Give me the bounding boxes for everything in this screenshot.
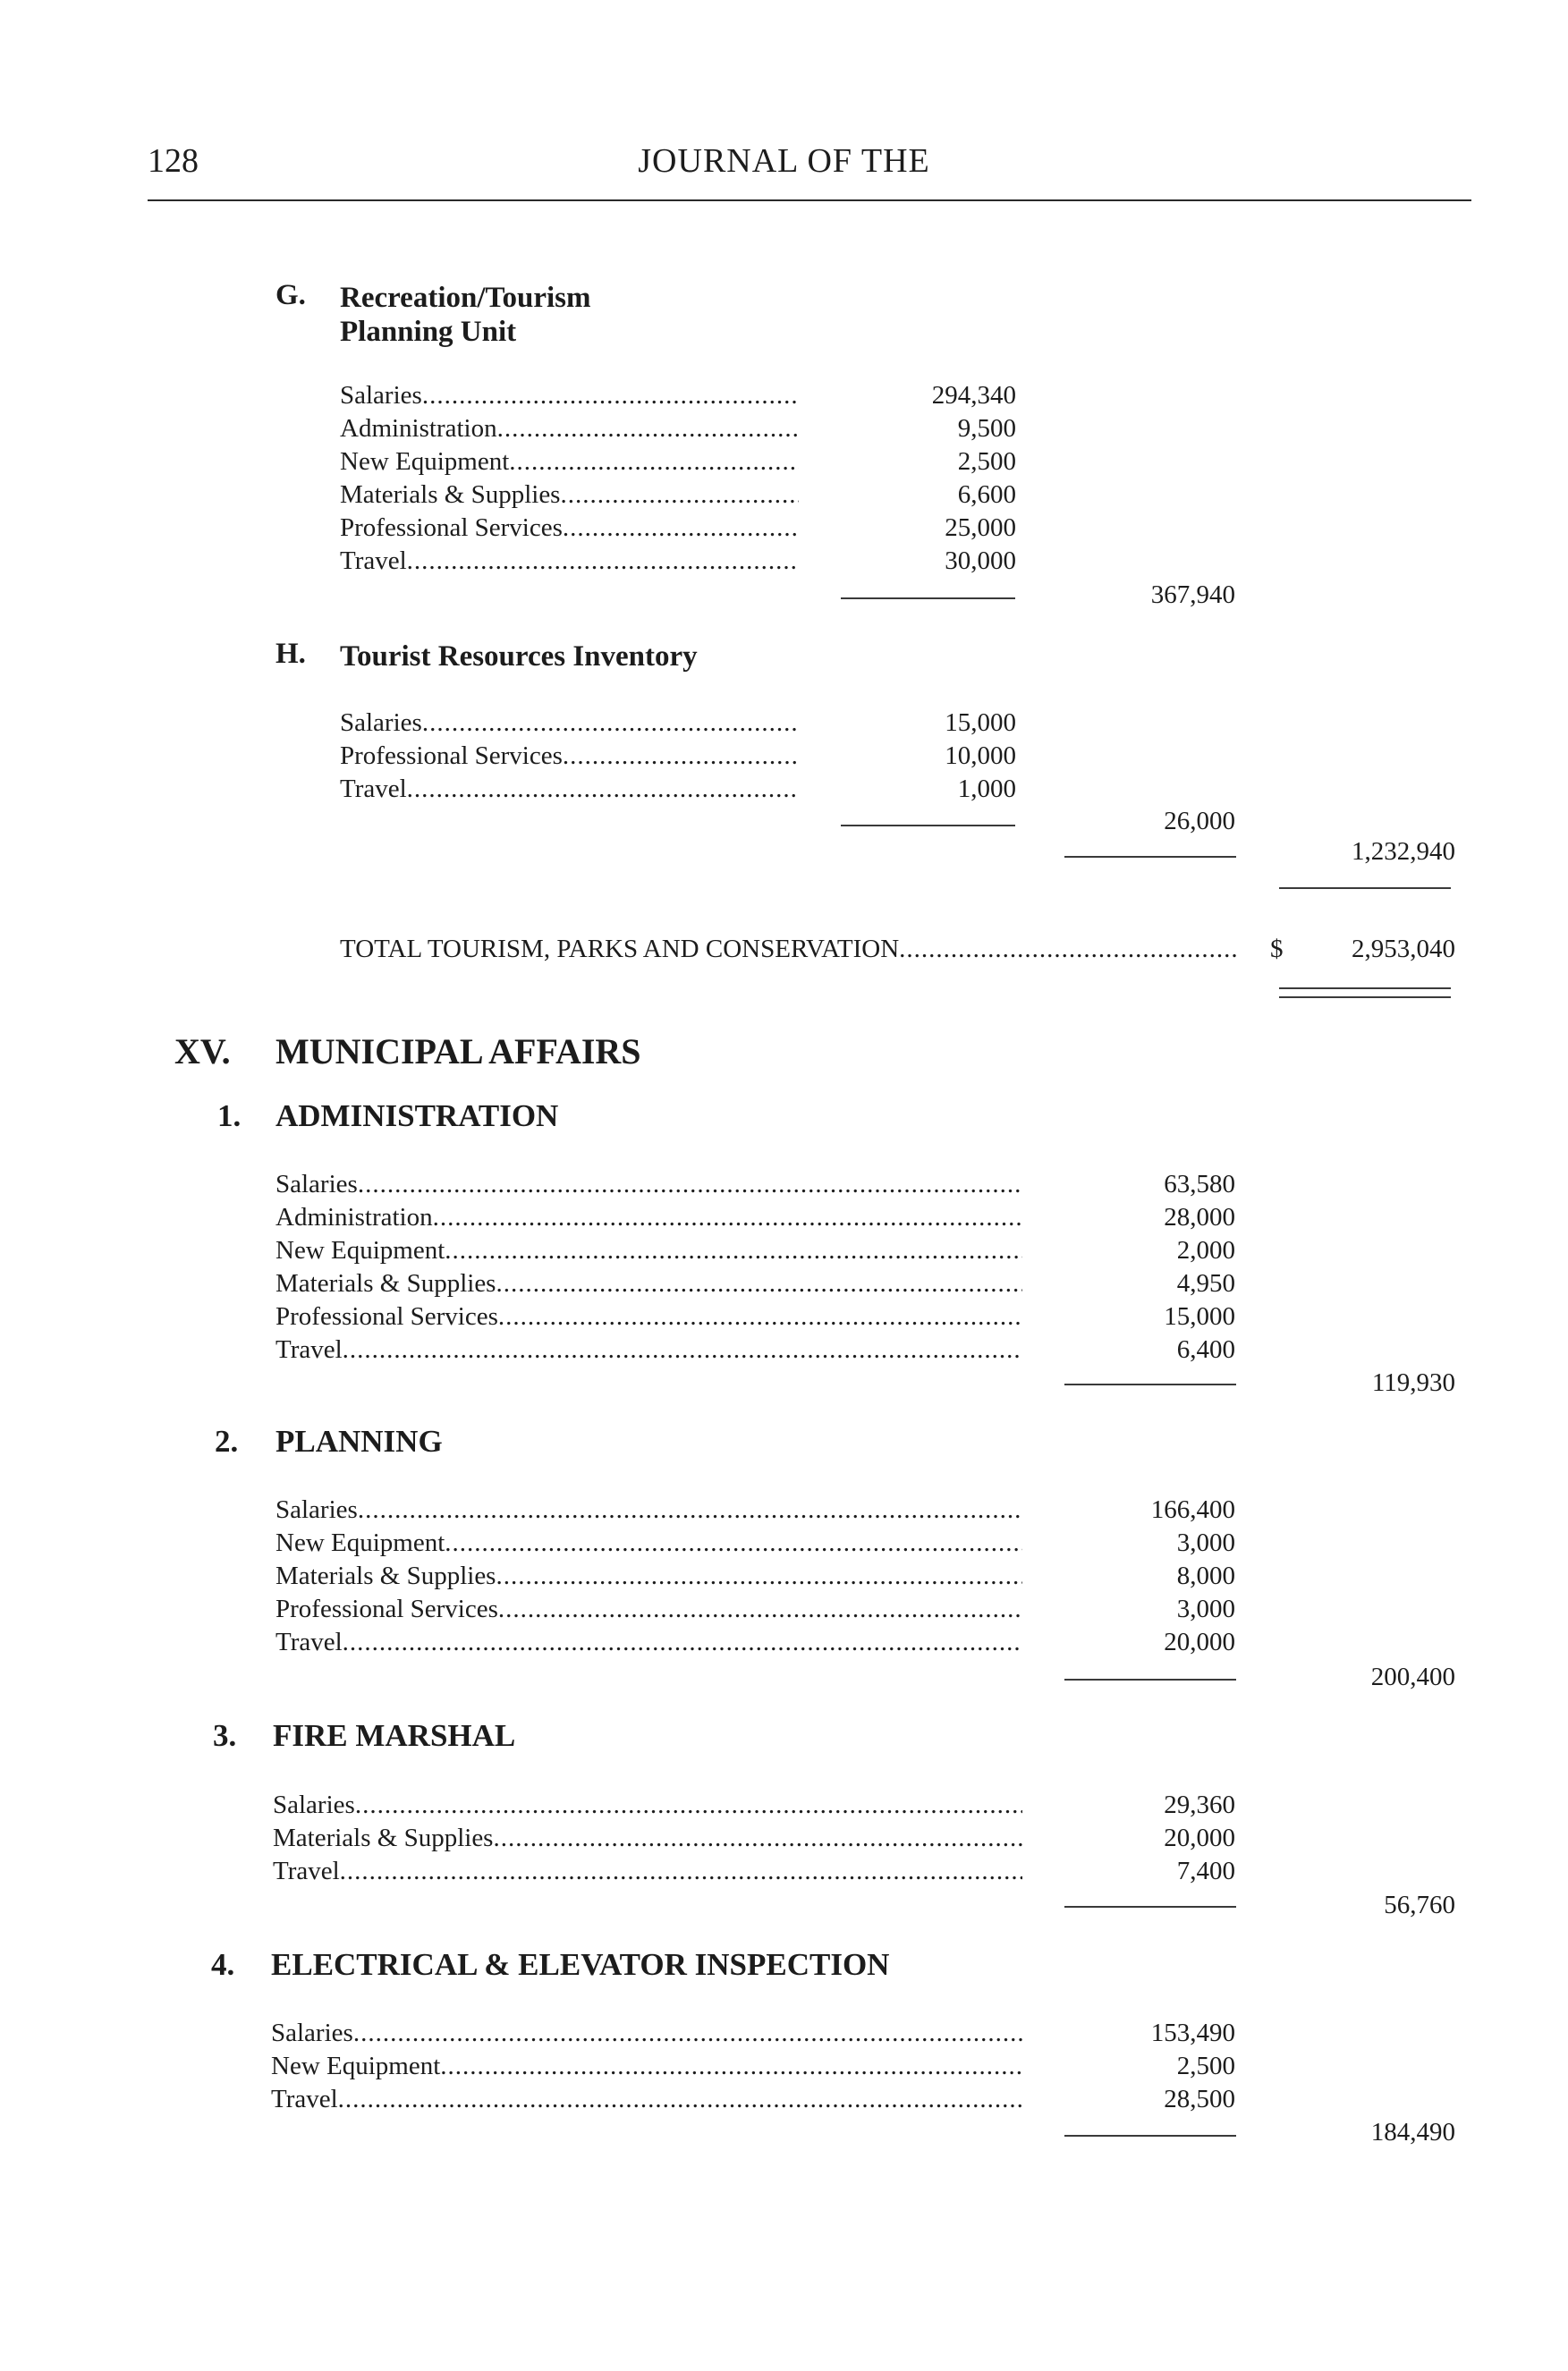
unit-g-letter: G. — [275, 279, 306, 311]
section-number: XV. — [174, 1031, 231, 1071]
leader-dots — [355, 1789, 1022, 1821]
leader-dots — [358, 1494, 1022, 1526]
cat4-total-rule — [1064, 2135, 1236, 2137]
leader-dots — [509, 445, 799, 478]
category-3-title: FIRE MARSHAL — [273, 1718, 516, 1753]
tourism-group-total: 1,232,940 — [1352, 837, 1455, 866]
line-label: Travel — [275, 1628, 343, 1656]
line-label: Travel — [275, 1335, 343, 1364]
cat4-total: 184,490 — [1370, 2118, 1455, 2147]
cat3-line-salaries — [273, 1789, 1022, 1821]
line-label: Professional Services — [340, 741, 563, 770]
line-label: Materials & Supplies — [340, 480, 561, 509]
grand-total-double-rule-1 — [1279, 987, 1451, 989]
unit-h-amount-professional: 10,000 — [945, 741, 1016, 770]
cat1-amount-professional: 15,000 — [1164, 1302, 1235, 1331]
unit-g-title-line-1: Recreation/Tourism — [340, 282, 591, 314]
leader-dots — [496, 1267, 1022, 1300]
cat4-line-travel — [271, 2083, 1022, 2115]
cat3-amount-salaries: 29,360 — [1164, 1791, 1235, 1819]
cat1-line-administration — [275, 1201, 1022, 1233]
unit-h-subtotal: 26,000 — [1164, 807, 1235, 835]
unit-g-amount-travel: 30,000 — [945, 546, 1016, 575]
cat2-amount-travel: 20,000 — [1164, 1628, 1235, 1656]
page-number: 128 — [148, 142, 199, 180]
category-3-number: 3. — [213, 1718, 237, 1753]
unit-g-amount-new-equipment: 2,500 — [957, 447, 1016, 476]
cat4-amount-new-equipment: 2,500 — [1176, 2052, 1235, 2080]
cat1-amount-materials: 4,950 — [1176, 1269, 1235, 1298]
line-label: Professional Services — [340, 513, 563, 542]
leader-dots — [493, 1822, 1022, 1854]
line-label: Salaries — [275, 1170, 358, 1198]
cat4-amount-salaries: 153,490 — [1150, 2019, 1235, 2047]
cat3-line-materials — [273, 1822, 1022, 1854]
leader-dots — [422, 707, 799, 739]
category-2-title: PLANNING — [275, 1424, 443, 1459]
line-label: Administration — [275, 1203, 433, 1232]
unit-g-line-administration — [340, 412, 799, 445]
unit-h-line-travel — [340, 773, 799, 805]
line-label: Materials & Supplies — [275, 1269, 496, 1298]
unit-g-line-new-equipment — [340, 445, 799, 478]
grand-total-double-rule-2 — [1279, 996, 1451, 998]
leader-dots — [445, 1234, 1022, 1266]
cat2-amount-new-equipment: 3,000 — [1176, 1528, 1235, 1557]
line-label: Salaries — [275, 1495, 358, 1524]
leader-dots — [563, 512, 799, 544]
cat4-line-new-equipment — [271, 2050, 1022, 2082]
cat1-line-materials — [275, 1267, 1022, 1300]
line-label: Salaries — [271, 2019, 353, 2047]
line-label: Salaries — [340, 381, 422, 410]
leader-dots — [899, 933, 1239, 965]
leader-dots — [422, 379, 799, 411]
leader-dots — [498, 1300, 1022, 1333]
line-label: Travel — [271, 2085, 338, 2113]
leader-dots — [433, 1201, 1022, 1233]
cat2-line-materials — [275, 1560, 1022, 1592]
unit-g-subtotal-rule — [841, 597, 1015, 599]
cat1-line-salaries — [275, 1168, 1022, 1200]
cat2-total-rule — [1064, 1679, 1236, 1681]
leader-dots — [407, 545, 799, 577]
category-1-number: 1. — [217, 1098, 242, 1133]
line-label: Materials & Supplies — [275, 1562, 496, 1590]
cat4-line-salaries — [271, 2017, 1022, 2049]
unit-g-amount-salaries: 294,340 — [931, 381, 1016, 410]
cat2-line-travel — [275, 1626, 1022, 1658]
unit-h-line-professional — [340, 740, 799, 772]
leader-dots — [496, 1560, 1022, 1592]
line-label: Travel — [340, 546, 407, 575]
category-4-title: ELECTRICAL & ELEVATOR INSPECTION — [271, 1947, 890, 1982]
unit-g-line-salaries — [340, 379, 799, 411]
cat1-amount-new-equipment: 2,000 — [1176, 1236, 1235, 1265]
line-label: Travel — [273, 1857, 340, 1885]
unit-g-line-professional — [340, 512, 799, 544]
leader-dots — [563, 740, 799, 772]
unit-g-amount-professional: 25,000 — [945, 513, 1016, 542]
cat2-total: 200,400 — [1370, 1663, 1455, 1691]
cat2-line-salaries — [275, 1494, 1022, 1526]
cat2-line-new-equipment — [275, 1527, 1022, 1559]
category-2-number: 2. — [215, 1424, 239, 1459]
unit-g-amount-administration: 9,500 — [957, 414, 1016, 443]
cat1-line-new-equipment — [275, 1234, 1022, 1266]
cat1-amount-salaries: 63,580 — [1164, 1170, 1235, 1198]
leader-dots — [407, 773, 799, 805]
line-label: Professional Services — [275, 1302, 498, 1331]
leader-dots — [440, 2050, 1022, 2082]
leader-dots — [343, 1334, 1022, 1366]
leader-dots — [497, 412, 799, 445]
grand-total-line — [340, 933, 1239, 965]
cat1-amount-travel: 6,400 — [1176, 1335, 1235, 1364]
cat1-total-rule — [1064, 1384, 1236, 1385]
unit-g-line-materials — [340, 478, 799, 511]
unit-g-subtotal: 367,940 — [1150, 580, 1235, 609]
section-title: MUNICIPAL AFFAIRS — [275, 1031, 641, 1071]
unit-h-letter: H. — [275, 638, 306, 670]
grand-total-top-rule — [1279, 887, 1451, 889]
running-title: JOURNAL OF THE — [638, 142, 930, 180]
unit-h-amount-salaries: 15,000 — [945, 708, 1016, 737]
unit-g-line-travel — [340, 545, 799, 577]
cat3-total: 56,760 — [1384, 1891, 1455, 1919]
cat2-line-professional — [275, 1593, 1022, 1625]
line-label: Administration — [340, 414, 497, 443]
cat1-line-professional — [275, 1300, 1022, 1333]
grand-total-currency: $ — [1270, 935, 1284, 963]
unit-h-amount-travel: 1,000 — [957, 775, 1016, 803]
unit-h-subtotal-rule — [841, 825, 1015, 826]
leader-dots — [338, 2083, 1022, 2115]
leader-dots — [353, 2017, 1022, 2049]
cat4-amount-travel: 28,500 — [1164, 2085, 1235, 2113]
line-label: New Equipment — [340, 447, 510, 476]
header-rule — [148, 199, 1471, 201]
cat2-amount-professional: 3,000 — [1176, 1595, 1235, 1623]
cat3-amount-travel: 7,400 — [1176, 1857, 1235, 1885]
unit-g-title-line-2: Planning Unit — [340, 316, 517, 348]
line-label: New Equipment — [275, 1236, 445, 1265]
grand-total-label: TOTAL TOURISM, PARKS AND CONSERVATION — [340, 935, 900, 963]
line-label: Travel — [340, 775, 407, 803]
leader-dots — [498, 1593, 1022, 1625]
unit-g-amount-materials: 6,600 — [957, 480, 1016, 509]
leader-dots — [343, 1626, 1022, 1658]
leader-dots — [340, 1855, 1022, 1887]
cat1-amount-administration: 28,000 — [1164, 1203, 1235, 1232]
cat3-total-rule — [1064, 1906, 1236, 1908]
line-label: Materials & Supplies — [273, 1824, 494, 1852]
leader-dots — [445, 1527, 1022, 1559]
line-label: New Equipment — [275, 1528, 445, 1557]
line-label: Salaries — [273, 1791, 355, 1819]
category-4-number: 4. — [211, 1947, 235, 1982]
line-label: Professional Services — [275, 1595, 498, 1623]
cat1-line-travel — [275, 1334, 1022, 1366]
category-1-title: ADMINISTRATION — [275, 1098, 559, 1133]
leader-dots — [358, 1168, 1022, 1200]
cat3-line-travel — [273, 1855, 1022, 1887]
unit-h-line-salaries — [340, 707, 799, 739]
unit-h-title: Tourist Resources Inventory — [340, 640, 698, 673]
cat2-amount-salaries: 166,400 — [1150, 1495, 1235, 1524]
cat2-amount-materials: 8,000 — [1176, 1562, 1235, 1590]
line-label: New Equipment — [271, 2052, 441, 2080]
tourism-group-rule — [1064, 856, 1236, 858]
leader-dots — [560, 478, 799, 511]
grand-total-amount: 2,953,040 — [1352, 935, 1455, 963]
cat3-amount-materials: 20,000 — [1164, 1824, 1235, 1852]
line-label: Salaries — [340, 708, 422, 737]
cat1-total: 119,930 — [1371, 1368, 1455, 1397]
